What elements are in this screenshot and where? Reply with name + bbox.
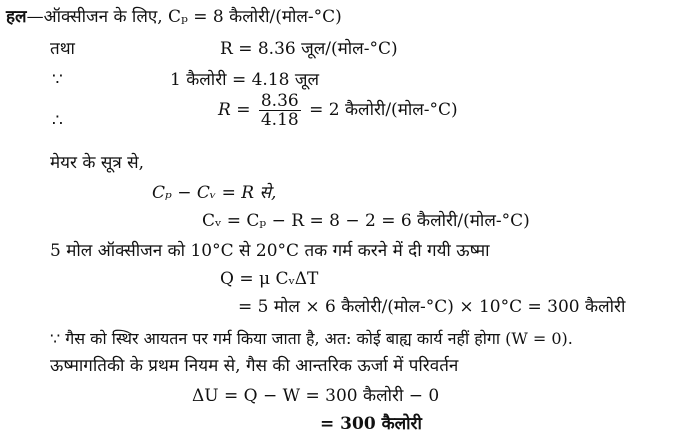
therefore-symbol: ∴ [52,111,63,131]
solution-line-12: ऊष्मागतिकी के प्रथम नियम से, गैस की आन्तरिक ऊर्जा में परिवर्तन [50,356,459,376]
solution-line-3: 1 कैलोरी = 4.18 जूल [170,70,320,90]
solution-line-2-label: तथा [50,39,75,59]
solution-final-result: = 300 कैलोरी [320,414,422,434]
solution-line-11: ∵ गैस को स्थिर आयतन पर गर्म किया जाता है, अत: कोई बाह्य कार्य नहीं होगा (W = 0). [50,329,573,348]
solution-line-2: R = 8.36 जूल/(मोल-°C) [220,39,398,59]
solution-line-8: 5 मोल ऑक्सीजन को 10°C से 20°C तक गर्म करने में दी गयी ऊष्मा [50,241,490,261]
solution-line-9: Q = μ CᵥΔT [220,269,319,289]
fraction-denominator: 4.18 [260,110,299,130]
solution-line-7: Cᵥ = Cₚ − R = 8 − 2 = 6 कैलोरी/(मोल-°C) [202,211,530,231]
fraction [259,92,301,129]
because-symbol: ∵ [52,70,63,90]
solution-heading: हल [6,7,27,27]
fraction-numerator: 8.36 [260,91,299,111]
solution-line-6: Cₚ − Cᵥ = R से, [152,183,277,203]
solution-line-1: हल—ऑक्सीजन के लिए, Cₚ = 8 कैलोरी/(मोल-°C) [6,7,342,27]
solution-line-10: = 5 मोल × 6 कैलोरी/(मोल-°C) × 10°C = 300 कैलोरी [238,297,626,317]
solution-line-4: R = $\frac{8.36}{4.18}$ = 2 कैलोरी/(मोल-°C) [218,91,458,130]
solution-line-5: मेयर के सूत्र से, [50,153,145,173]
solution-line-13: ΔU = Q − W = 300 कैलोरी − 0 [192,386,440,406]
